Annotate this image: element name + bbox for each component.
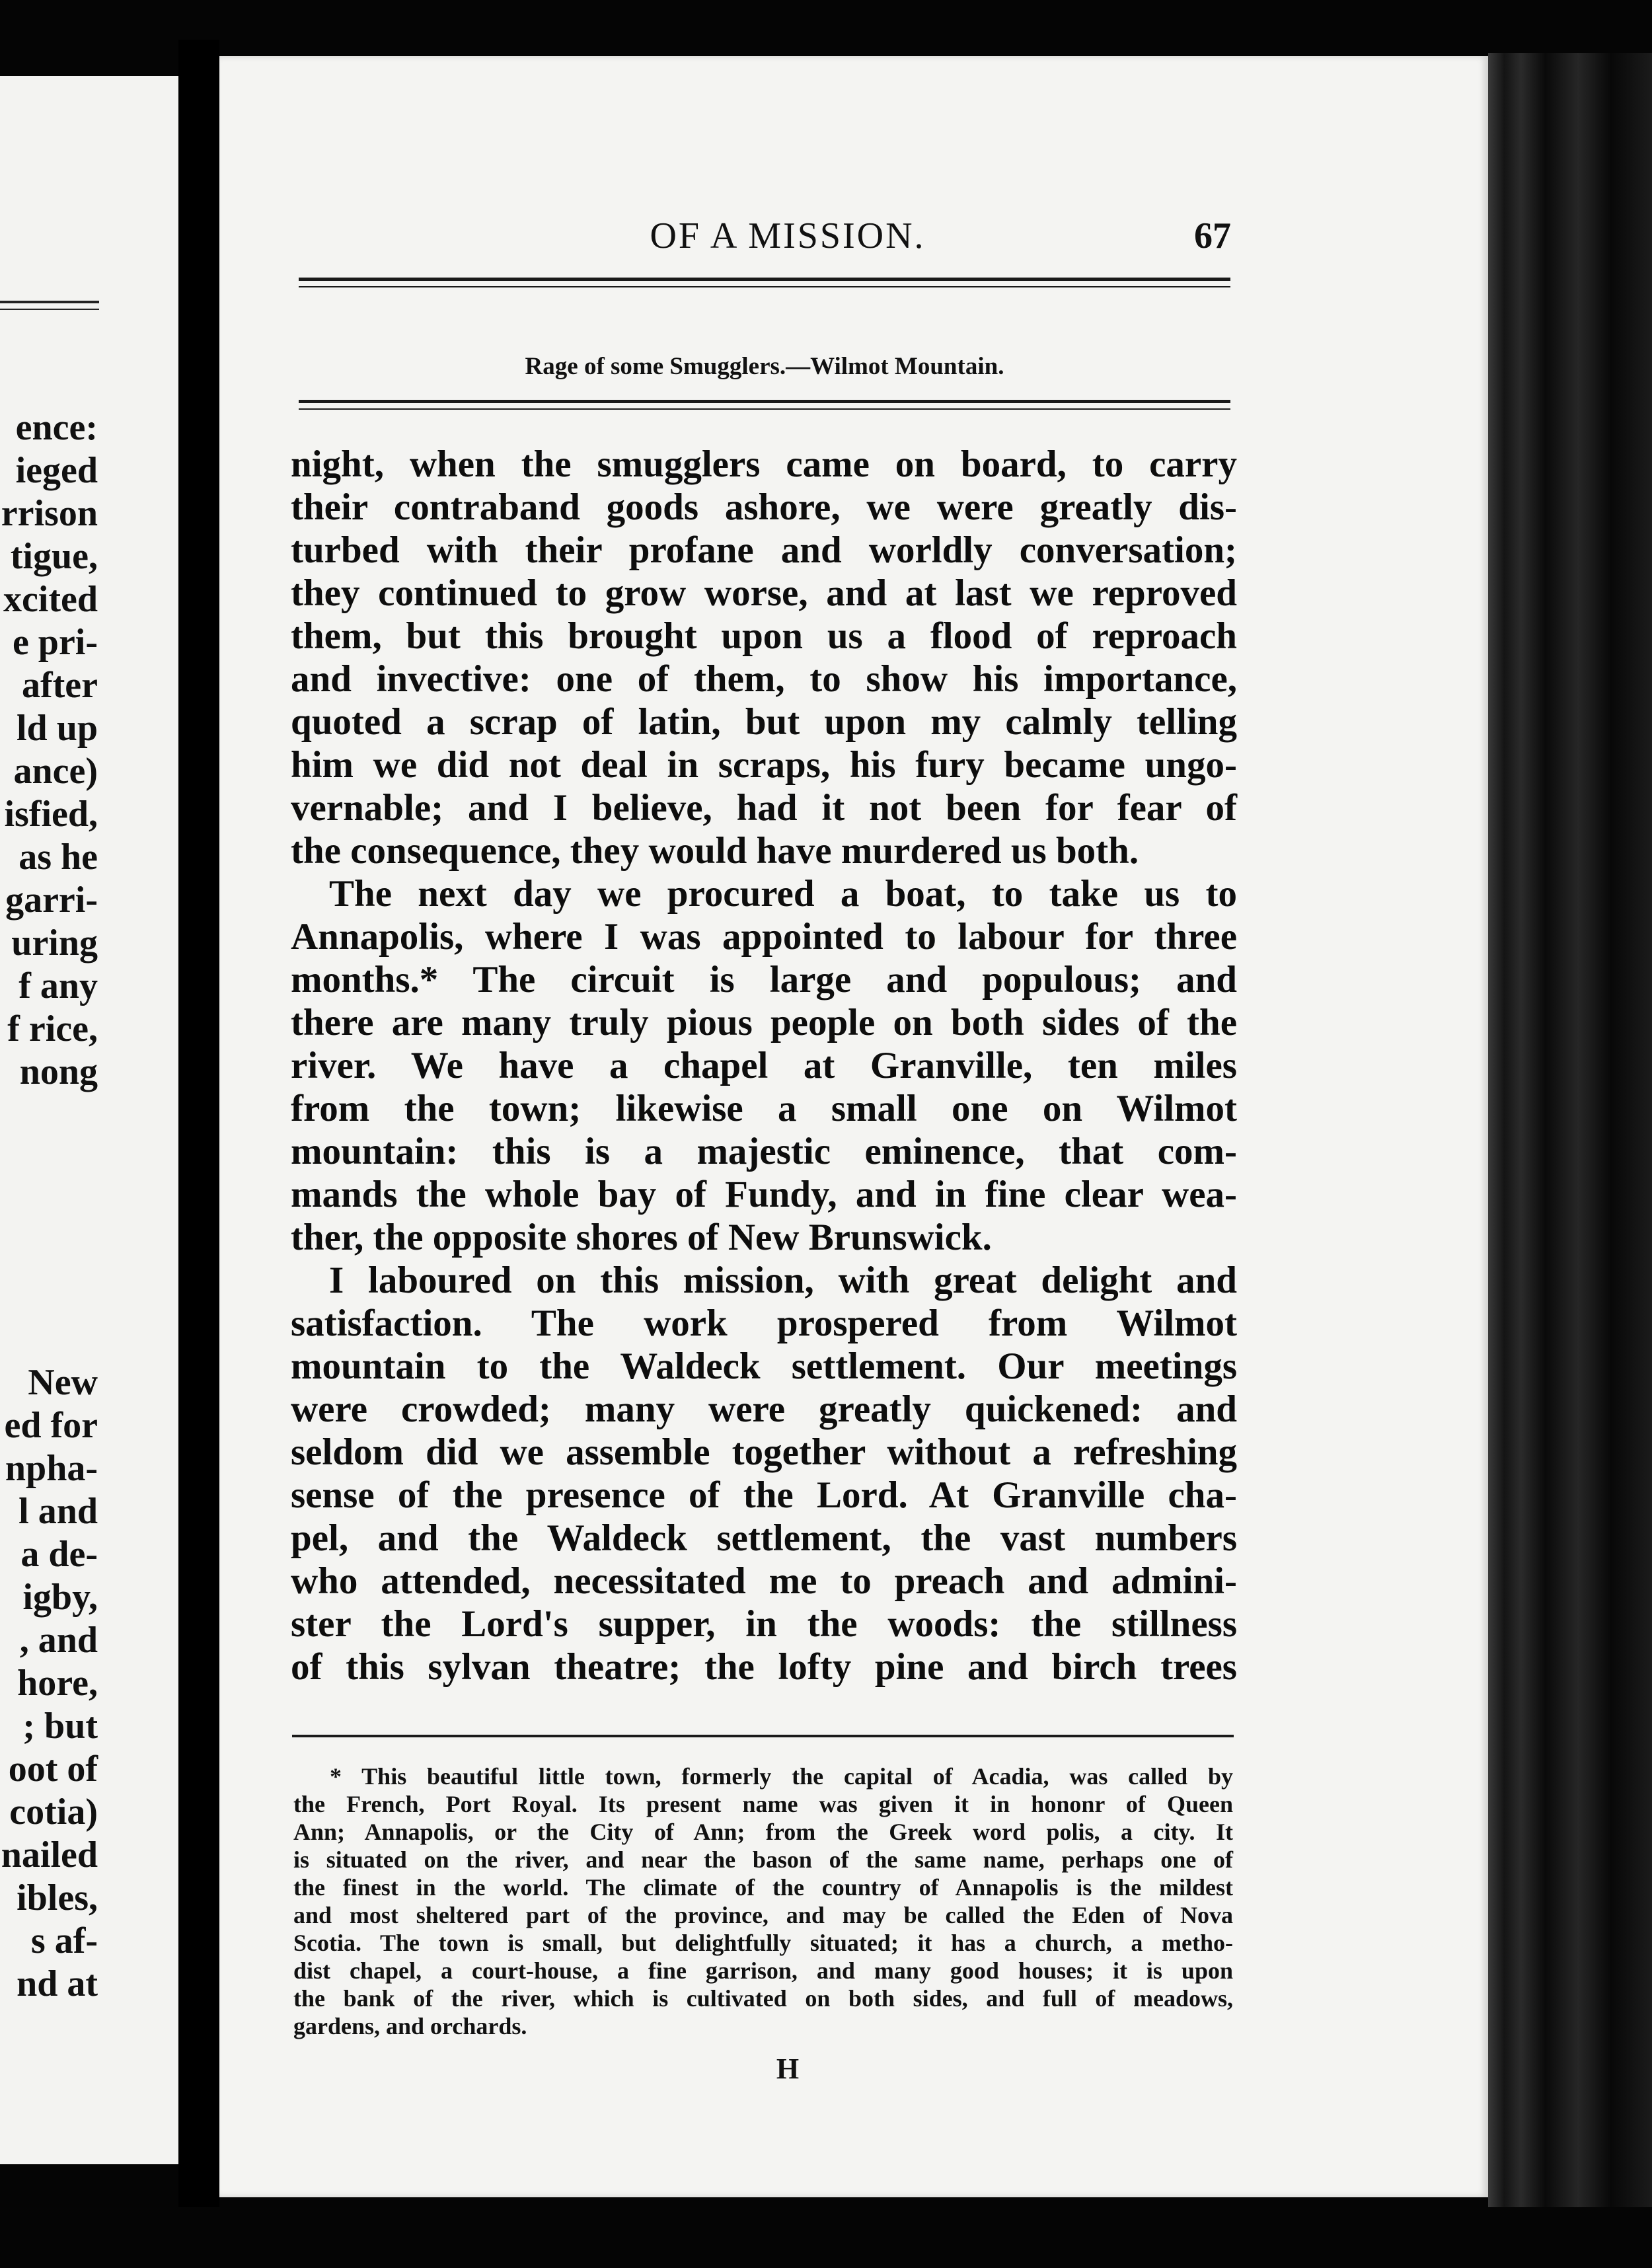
facing-line: ld up	[17, 708, 98, 749]
footnote-line: * This beautiful little town, formerly the capital of Acadia, was called by	[330, 1763, 1233, 1790]
footnote	[293, 1762, 1233, 2040]
footnote-line: Ann; Annapolis, or the City of Ann; from the Greek word polis, a city. It	[293, 1819, 1233, 1845]
facing-line: New	[28, 1362, 98, 1403]
facing-line: garri-	[5, 880, 98, 921]
text-line: were crowded; many were greatly quickened: and	[291, 1388, 1237, 1430]
text-line: mountain to the Waldeck settlement. Our meetings	[291, 1345, 1237, 1387]
facing-line: isfied,	[4, 794, 98, 835]
running-title: OF A MISSION.	[650, 215, 926, 256]
footnote-line: the bank of the river, which is cultivated on both sides, and full of meadows,	[293, 1985, 1233, 2012]
text-line: satisfaction. The work prospered from Wilmot	[291, 1303, 1237, 1344]
facing-line: ance)	[13, 751, 98, 792]
facing-line: f rice,	[7, 1008, 98, 1049]
facing-line: ieged	[15, 450, 98, 491]
footnote-line: is situated on the river, and near the bason of the same name, perhaps one of	[293, 1846, 1233, 1873]
book-gutter	[178, 40, 219, 2207]
text-line: the consequence, they would have murdered us both.	[291, 830, 1139, 872]
running-head	[219, 209, 1488, 262]
text-line: who attended, necessitated me to preach and admini-	[291, 1560, 1237, 1602]
facing-line: a de-	[20, 1534, 98, 1575]
facing-line: xcited	[3, 579, 98, 620]
text-line: ther, the opposite shores of New Brunswick.	[291, 1217, 992, 1258]
facing-line: rrison	[1, 493, 98, 534]
body-text	[291, 443, 1237, 1688]
text-line: of this sylvan theatre; the lofty pine and birch trees	[291, 1646, 1237, 1688]
text-line: pel, and the Waldeck settlement, the vast numbers	[291, 1517, 1237, 1559]
text-line: ster the Lord's supper, in the woods: the stillness	[291, 1603, 1237, 1645]
text-line: and invective: one of them, to show his importance,	[291, 658, 1237, 700]
page-number: 67	[1194, 215, 1231, 256]
facing-page-fragment	[0, 76, 178, 2164]
facing-line: nd at	[17, 1963, 98, 2004]
facing-line: npha-	[5, 1448, 98, 1489]
facing-line: , and	[19, 1620, 98, 1661]
header-rule-top	[299, 278, 1230, 287]
facing-line: oot of	[8, 1749, 98, 1790]
book-page	[219, 56, 1488, 2197]
text-line: there are many truly pious people on both sides of the	[291, 1002, 1237, 1043]
footnote-line: gardens, and orchards.	[293, 2013, 527, 2039]
facing-line: l and	[19, 1491, 98, 1532]
text-line: their contraband goods ashore, we were greatly dis-	[291, 486, 1237, 528]
facing-line: ibles,	[17, 1877, 98, 1918]
text-line: vernable; and I believe, had it not been for fear of	[291, 787, 1237, 829]
facing-line: nong	[19, 1051, 98, 1092]
facing-page-text-bottom	[1, 1361, 98, 2006]
facing-line: tigue,	[10, 536, 98, 577]
facing-line: f any	[19, 965, 98, 1006]
page-edges	[1488, 53, 1652, 2207]
text-line: them, but this brought upon us a flood of reproach	[291, 615, 1237, 657]
text-line: river. We have a chapel at Granville, ten miles	[291, 1045, 1237, 1086]
text-line: Annapolis, where I was appointed to labour for three	[291, 916, 1237, 958]
text-line: turbed with their profane and worldly conversation;	[291, 529, 1237, 571]
facing-line: igby,	[22, 1577, 98, 1618]
footnote-line: the finest in the world. The climate of the country of Annapolis is the mildest	[293, 1874, 1233, 1901]
text-line: sense of the presence of the Lord. At Granville cha-	[291, 1474, 1237, 1516]
page-subtitle: Rage of some Smugglers.—Wilmot Mountain.	[525, 353, 1004, 380]
facing-line: s af-	[30, 1920, 98, 1961]
footnote-line: the French, Port Royal. Its present name was given it in hononr of Queen	[293, 1791, 1233, 1817]
footnote-line: Scotia. The town is small, but delightfully situated; it has a church, a metho-	[293, 1930, 1233, 1956]
text-line: him we did not deal in scraps, his fury became ungo-	[291, 744, 1237, 786]
facing-page-rule	[0, 301, 99, 310]
facing-line: hore,	[17, 1663, 98, 1704]
text-line: from the town; likewise a small one on Wilmot	[291, 1088, 1237, 1129]
text-line: months.* The circuit is large and populous; and	[291, 959, 1237, 1001]
footnote-line: dist chapel, a court-house, a fine garrison, and many good houses; it is upon	[293, 1957, 1233, 1984]
facing-line: cotia)	[9, 1792, 98, 1833]
text-line: The next day we procured a boat, to take us to	[329, 873, 1237, 915]
facing-line: ; but	[22, 1706, 98, 1747]
facing-page-text-top	[1, 406, 98, 1094]
signature-mark: H	[776, 2053, 800, 2085]
text-line: mands the whole bay of Fundy, and in fine clear wea-	[291, 1174, 1237, 1215]
facing-line: ence:	[15, 407, 98, 448]
facing-line: uring	[11, 923, 98, 964]
text-line: quoted a scrap of latin, but upon my calmly telling	[291, 701, 1237, 743]
facing-line: e pri-	[12, 622, 98, 663]
footnote-line: and most sheltered part of the province, and may be called the Eden of Nova	[293, 1902, 1233, 1928]
facing-line: nailed	[1, 1834, 98, 1875]
text-line: they continued to grow worse, and at last we reproved	[291, 572, 1237, 614]
text-line: mountain: this is a majestic eminence, that com-	[291, 1131, 1237, 1172]
text-line: I laboured on this mission, with great delight and	[329, 1260, 1237, 1301]
facing-line: as he	[19, 837, 98, 878]
facing-line: ed for	[4, 1405, 98, 1446]
text-line: night, when the smugglers came on board, to carry	[291, 443, 1237, 485]
header-rule-bottom	[299, 400, 1230, 410]
facing-line: after	[21, 665, 98, 706]
text-line: seldom did we assemble together without a refreshing	[291, 1431, 1237, 1473]
footnote-rule	[292, 1735, 1234, 1737]
